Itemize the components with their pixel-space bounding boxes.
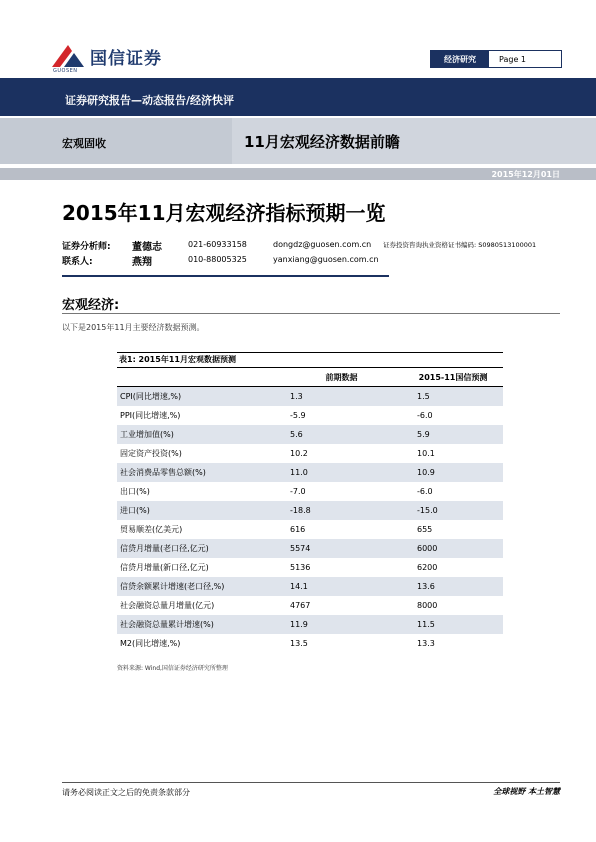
report-category: 经济研究 — [431, 51, 489, 67]
analyst-phone: 021-60933158 — [188, 240, 247, 249]
forecast-value: 5.9 — [403, 425, 503, 444]
divider — [62, 313, 560, 314]
footer-divider — [62, 782, 560, 783]
row-label: 出口(%) — [120, 487, 150, 496]
forecast-value: 10.1 — [417, 449, 435, 458]
forecast-value: 6200 — [417, 563, 438, 572]
brand-name: 国信证券 — [90, 49, 162, 69]
prev-value: 14.1 — [280, 577, 403, 596]
row-label: 固定资产投资(%) — [120, 449, 182, 458]
table-caption: 表1: 2015年11月宏观数据预测 — [117, 352, 503, 367]
row-label: 工业增加值(%) — [117, 425, 280, 444]
table-row — [117, 539, 503, 558]
row-label: 社会融资总量累计增速(%) — [117, 615, 280, 634]
footer-slogan: 全球视野 本土智慧 — [493, 787, 560, 796]
column-header — [117, 368, 280, 387]
contact-phone: 010-88005325 — [188, 255, 247, 264]
row-label: M2(同比增速,%) — [120, 639, 181, 648]
prev-value: 5574 — [280, 539, 403, 558]
table-row — [117, 577, 503, 596]
contact-role: 联系人: — [62, 257, 93, 267]
forecast-value: -6.0 — [417, 411, 433, 420]
table-row — [117, 615, 503, 634]
prev-value: 4767 — [290, 601, 311, 610]
prev-value: 616 — [290, 525, 306, 534]
contact-name: 燕翔 — [132, 257, 152, 268]
row-label: 社会消费品零售总额(%) — [117, 463, 280, 482]
prev-value: 5136 — [290, 563, 311, 572]
column-header-prev: 前期数据 — [280, 368, 403, 387]
forecast-value: 11.5 — [403, 615, 503, 634]
table-row — [117, 387, 503, 407]
table-row — [117, 596, 503, 615]
forecast-value: 655 — [417, 525, 433, 534]
table-row — [117, 425, 503, 444]
guosen-logo-icon — [50, 43, 86, 69]
row-label: 社会融资总量月增量(亿元) — [120, 601, 215, 610]
prev-value: 1.3 — [280, 387, 403, 407]
report-type-text: 证券研究报告—动态报告/经济快评 — [65, 94, 235, 107]
table-source: 资料来源: Wind,国信证券经济研究所整理 — [117, 665, 228, 672]
table-header-row — [117, 368, 503, 387]
analyst-email[interactable]: dongdz@guosen.com.cn — [273, 240, 372, 249]
prev-value: 5.6 — [280, 425, 403, 444]
row-label: 进口(%) — [117, 501, 280, 520]
row-label: 信贷月增量(老口径,亿元) — [117, 539, 280, 558]
prev-value: 11.0 — [280, 463, 403, 482]
table-row — [117, 634, 503, 653]
section-name: 宏观固收 — [62, 137, 106, 150]
column-header-forecast: 2015-11国信预测 — [403, 368, 503, 387]
prev-value: -7.0 — [290, 487, 306, 496]
forecast-value: 13.3 — [417, 639, 435, 648]
intro-text: 以下是2015年11月主要经济数据预测。 — [62, 323, 205, 332]
table-row — [117, 558, 503, 577]
data-table — [117, 367, 503, 653]
report-date: 2015年12月01日 — [491, 170, 560, 179]
table-row — [117, 444, 503, 463]
contact-email[interactable]: yanxiang@guosen.com.cn — [273, 255, 379, 264]
table-row — [117, 501, 503, 520]
table-row — [117, 406, 503, 425]
section-heading: 宏观经济: — [62, 298, 120, 313]
header-box — [430, 50, 562, 68]
table-row — [117, 520, 503, 539]
forecast-table — [117, 352, 503, 653]
prev-value: 11.9 — [280, 615, 403, 634]
row-label: CPI(同比增速,%) — [117, 387, 280, 407]
page-title: 2015年11月宏观经济指标预期一览 — [62, 201, 386, 225]
analyst-role: 证券分析师: — [62, 242, 111, 252]
forecast-value: -15.0 — [403, 501, 503, 520]
row-label: 信贷余额累计增速(老口径,%) — [117, 577, 280, 596]
page-number: Page 1 — [499, 54, 526, 64]
prev-value: 13.5 — [290, 639, 308, 648]
brand-name-en: GUOSEN — [53, 68, 78, 74]
prev-value: 10.2 — [290, 449, 308, 458]
section-band-left — [0, 118, 232, 164]
prev-value: -5.9 — [290, 411, 306, 420]
forecast-value: 8000 — [417, 601, 438, 610]
analyst-cert: 证券投资咨询执业资格证书编码: S0980513100001 — [383, 241, 537, 249]
row-label: 信贷月增量(新口径,亿元) — [120, 563, 209, 572]
row-label: 贸易顺差(亿美元) — [120, 525, 183, 534]
forecast-value: -6.0 — [417, 487, 433, 496]
row-label: PPI(同比增速,%) — [120, 411, 181, 420]
forecast-value: 6000 — [403, 539, 503, 558]
forecast-value: 13.6 — [403, 577, 503, 596]
divider — [62, 275, 389, 277]
forecast-value: 1.5 — [403, 387, 503, 407]
table-row — [117, 482, 503, 501]
footer-disclaimer: 请务必阅读正文之后的免责条款部分 — [62, 788, 190, 797]
section-title: 11月宏观经济数据前瞻 — [244, 133, 400, 151]
prev-value: -18.8 — [280, 501, 403, 520]
table-row — [117, 463, 503, 482]
analyst-name: 董德志 — [132, 242, 162, 253]
table-body — [117, 387, 503, 654]
forecast-value: 10.9 — [403, 463, 503, 482]
